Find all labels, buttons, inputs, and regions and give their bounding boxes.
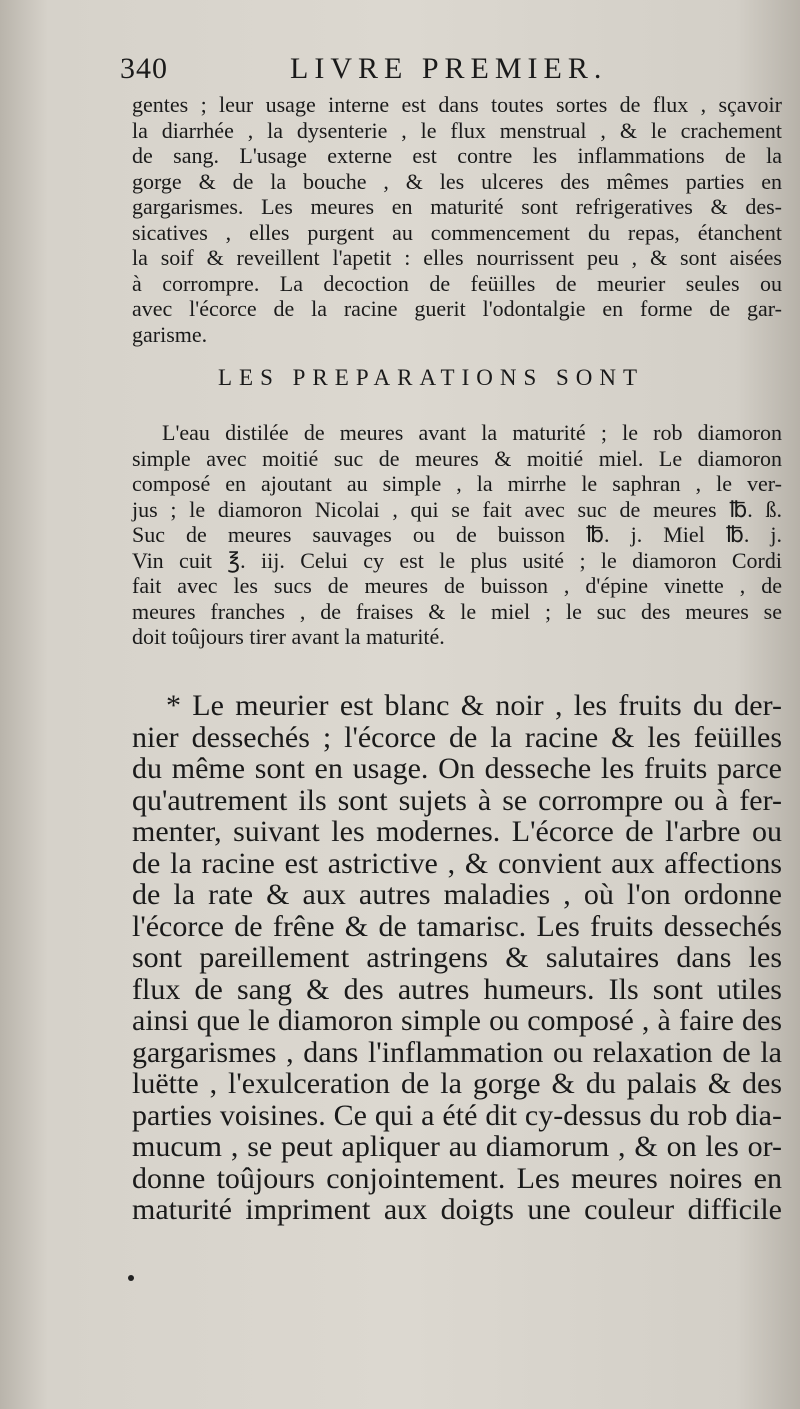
text-line: ainsi que le diamoron simple ou composé , à faire des — [132, 1004, 782, 1037]
text-line: la diarrhée , la dysenterie , le flux menstrual , & le crachement — [132, 117, 782, 143]
text-line: composé en ajoutant au simple , la mirrhe le saphran , le ver- — [132, 471, 782, 496]
text-line: L'eau distilée de meures avant la maturité ; le rob diamoron — [162, 420, 782, 445]
text-line: mucum , se peut apliquer au diamorum , & on les or- — [132, 1130, 782, 1163]
text-line: sont pareillement astringens & salutaires dans les — [132, 941, 782, 974]
text-line: de sang. L'usage externe est contre les inflammations de la — [132, 143, 782, 168]
paragraph-3 — [132, 690, 782, 1226]
text-line: simple avec moitié suc de meures & moitié miel. Le diamoron — [132, 445, 782, 471]
section-heading: LES PREPARATIONS SONT — [218, 365, 645, 390]
text-line: jus ; le diamoron Nicolai , qui se fait avec suc de meures ℔. ß. — [132, 496, 782, 522]
text-line: gargarismes. Les meures en maturité sont refrigeratives & des- — [132, 194, 782, 219]
text-line: avec l'écorce de la racine guerit l'odontalgie en forme de gar- — [132, 296, 782, 321]
text-line: à corrompre. La decoction de feüilles de meurier seules ou — [132, 270, 782, 296]
paragraph-1 — [132, 92, 782, 347]
text-line: de la rate & aux autres maladies , où l'on ordonne — [132, 878, 782, 911]
text-line: Vin cuit ℥. iij. Celui cy est le plus usité ; le diamoron Cordi — [132, 547, 782, 573]
text-line: qu'autrement ils sont sujets à se corrompre ou à fer- — [132, 783, 782, 817]
text-line: de la racine est astrictive , & convient aux affections — [132, 846, 782, 880]
text-line: gargarismes , dans l'inflammation ou relaxation de la — [132, 1035, 782, 1069]
text-line: garisme. — [132, 321, 208, 347]
text-line: menter, suivant les modernes. L'écorce de l'arbre ou — [132, 815, 782, 848]
page-number: 340 — [120, 52, 168, 85]
text-line: gorge & de la bouche , & les ulceres des mêmes parties en — [132, 168, 782, 194]
text-line: du même sont en usage. On desseche les fruits parce — [132, 752, 782, 785]
ink-spot — [128, 1275, 134, 1281]
text-line: sicatives , elles purgent au commencement du repas, étanchent — [132, 219, 782, 245]
text-line: * Le meurier est blanc & noir , les fruits du der- — [166, 689, 782, 722]
text-line: meures franches , de fraises & le miel ; le suc des meures se — [132, 598, 782, 624]
paragraph-2 — [132, 420, 782, 650]
text-line: gentes ; leur usage interne est dans toutes sortes de flux , sçavoir — [132, 92, 782, 117]
text-line: l'écorce de frêne & de tamarisc. Les fruits dessechés — [132, 909, 782, 943]
text-line: luëtte , l'exulceration de la gorge & du palais & des — [132, 1067, 782, 1100]
text-line: nier dessechés ; l'écorce de la racine & les feüilles — [132, 720, 782, 754]
running-head: LIVRE PREMIER. — [290, 52, 608, 85]
page-header — [120, 52, 760, 92]
text-line: la soif & reveillent l'apetit : elles nourrissent peu , & sont aisées — [132, 245, 782, 270]
text-line: flux de sang & des autres humeurs. Ils sont utiles — [132, 972, 782, 1006]
text-line: maturité impriment aux doigts une couleur difficile — [132, 1193, 782, 1226]
text-line: fait avec les sucs de meures de buisson , d'épine vinette , de — [132, 573, 782, 598]
text-line: parties voisines. Ce qui a été dit cy-dessus du rob dia- — [132, 1098, 782, 1132]
text-line: donne toûjours conjointement. Les meures noires en — [132, 1161, 782, 1195]
text-line: doit toûjours tirer avant la maturité. — [132, 624, 445, 649]
text-line: Suc de meures sauvages ou de buisson ℔. j. Miel ℔. j. — [132, 522, 782, 547]
